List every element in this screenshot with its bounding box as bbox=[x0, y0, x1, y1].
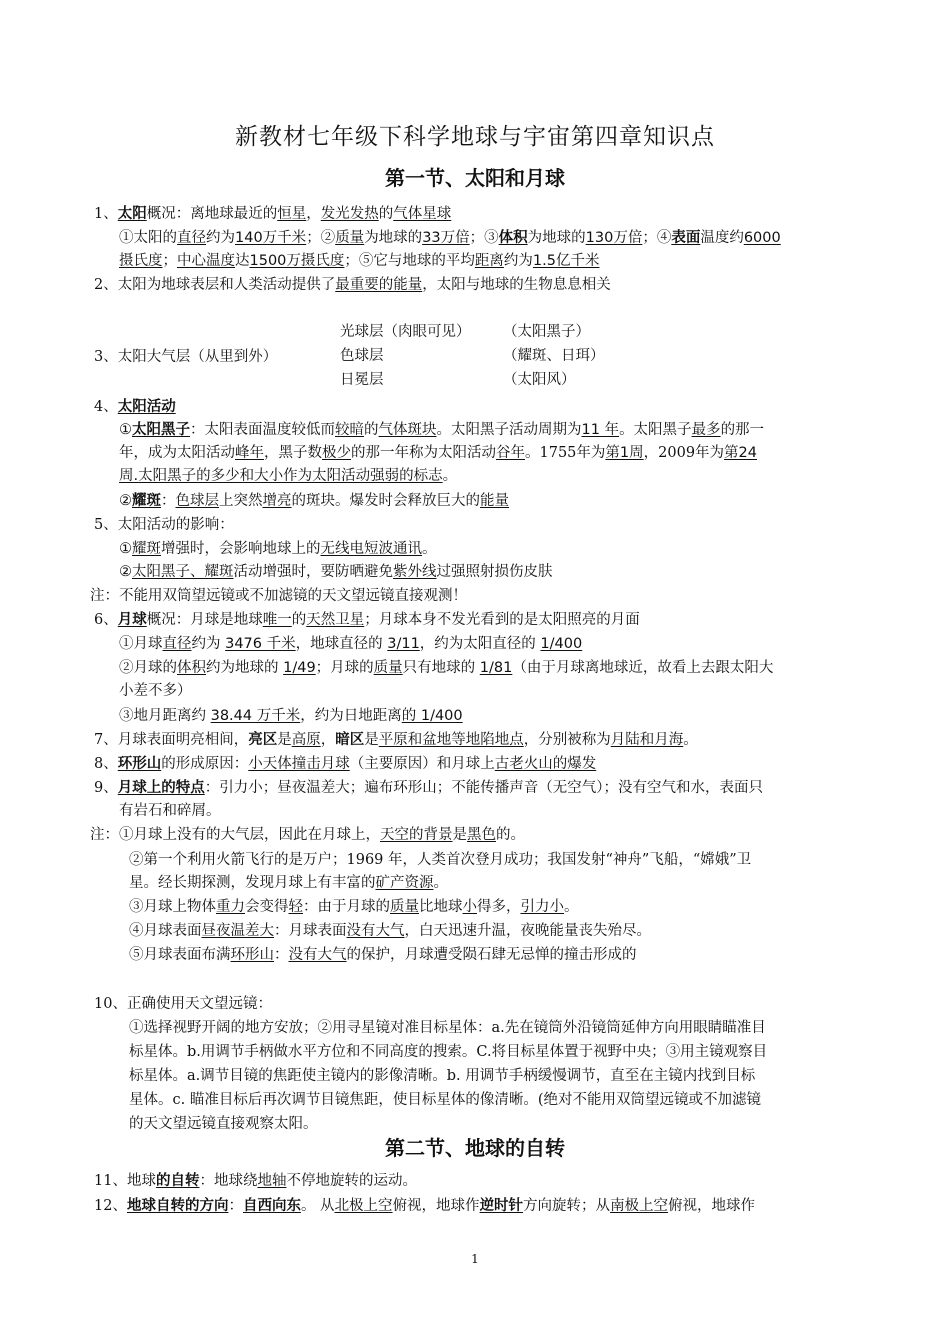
note-moon-sky: 注：①月球上没有的大气层，因此在月球上，天空的背景是黑色的。 bbox=[90, 827, 525, 843]
item-6-distance: ③地月距离约 38.44 万千米，约为日地距离的 1/400 bbox=[119, 708, 463, 724]
item-4: 4、太阳活动 bbox=[94, 399, 176, 415]
item-10: 10、正确使用天文望远镜： bbox=[94, 996, 272, 1012]
item-5-uv: ②太阳黑子、耀斑活动增强时，要防晒避免紫外线过强照射损伤皮肤 bbox=[119, 564, 553, 580]
item-1-details: ①太阳的直径约为140万千米；②质量为地球的33万倍；③体积为地球的130万倍；④表面温度约6000 bbox=[119, 230, 781, 246]
document-title: 新教材七年级下科学地球与宇宙第四章知识点 bbox=[235, 124, 715, 150]
item-10-line-2: 标星体。b.用调节手柄做水平方位和不同高度的搜索。C.将目标星体置于视野中央；③用主镜观察目 bbox=[129, 1044, 768, 1060]
item-6: 6、月球概况：月球是地球唯一的天然卫星；月球本身不发光看到的是太阳照亮的月面 bbox=[94, 612, 640, 628]
item-12: 12、地球自转的方向：自西向东。 从北极上空俯视，地球作逆时针方向旋转；从南极上空俯视，地球作 bbox=[94, 1198, 756, 1214]
item-4-sunspot-cont: 年，成为太阳活动峰年，黑子数极少的那一年称为太阳活动谷年。1755年为第1周，2009年为第24 bbox=[119, 445, 757, 461]
item-6-diameter: ①月球直径约为 3476 千米，地球直径的 3/11，约为太阳直径的 1/400 bbox=[119, 636, 583, 652]
item-4-flare: ②耀斑：色球层上突然增亮的斑块。爆发时会释放巨大的能量 bbox=[119, 493, 509, 509]
note-gravity: ③月球上物体重力会变得轻：由于月球的质量比地球小得多，引力小。 bbox=[129, 899, 579, 915]
note-temperature: ④月球表面昼夜温差大：月球表面没有大气，白天迅速升温，夜晚能量丧失殆尽。 bbox=[129, 923, 651, 939]
item-6-volume: ②月球的体积约为地球的 1/49；月球的质量只有地球的 1/81（由于月球离地球近，故看上去跟太阳大 bbox=[119, 660, 774, 676]
item-7: 7、月球表面明亮相间，亮区是高原，暗区是平原和盆地等地陷地点，分别被称为月陆和月海。 bbox=[94, 732, 698, 748]
item-10-line-1: ①选择视野开阔的地方安放；②用寻星镜对准目标星体：a.先在镜筒外沿镜筒延伸方向用眼睛瞄准目 bbox=[129, 1020, 766, 1036]
item-5: 5、太阳活动的影响： bbox=[94, 517, 234, 533]
note-history-cont: 星。经长期探测，发现月球上有丰富的矿产资源。 bbox=[129, 875, 448, 891]
item-2: 2、太阳为地球表层和人类活动提供了最重要的能量，太阳与地球的生物息息相关 bbox=[94, 277, 611, 293]
item-3-label: 3、太阳大气层（从里到外） bbox=[94, 349, 278, 365]
item-10-line-4: 星体。c. 瞄准目标后再次调节目镜焦距，使目标星体的像清晰。(绝对不能用双筒望远镜或不加滤镜 bbox=[129, 1092, 761, 1108]
activity-flare: （耀斑、日珥） bbox=[503, 348, 605, 364]
note-history: ②第一个利用火箭飞行的是万户；1969 年，人类首次登月成功；我国发射“神舟”飞船，“嫦娥”卫 bbox=[129, 852, 752, 868]
layer-chromosphere: 色球层 bbox=[340, 348, 384, 364]
item-9-cont: 有岩石和碎屑。 bbox=[119, 803, 221, 819]
item-10-line-5: 的天文望远镜直接观察太阳。 bbox=[129, 1116, 318, 1132]
atmosphere-layers bbox=[340, 320, 471, 392]
note-telescope-warning: 注：不能用双筒望远镜或不加滤镜的天文望远镜直接观测！ bbox=[90, 588, 467, 604]
item-8: 8、环形山的形成原因：小天体撞击月球（主要原因）和月球上古老火山的爆发 bbox=[94, 756, 597, 772]
item-6-volume-cont: 小差不多） bbox=[119, 683, 192, 699]
activity-solar-wind: （太阳风） bbox=[503, 372, 576, 388]
section-heading-sun-moon: 第一节、太阳和月球 bbox=[385, 166, 565, 190]
section-heading-earth-rotation: 第二节、地球的自转 bbox=[385, 1136, 565, 1160]
item-11: 11、地球的自转：地球绕地轴不停地旋转的运动。 bbox=[94, 1173, 417, 1189]
atmosphere-activities bbox=[503, 320, 605, 392]
layer-corona: 日冕层 bbox=[340, 372, 384, 388]
layer-photosphere: 光球层（肉眼可见） bbox=[340, 324, 471, 340]
item-10-line-3: 标星体。a.调节目镜的焦距使主镜内的影像清晰。b. 用调节手柄缓慢调节，直至在主镜内找到目标 bbox=[129, 1068, 756, 1084]
activity-sunspot: （太阳黑子） bbox=[503, 324, 590, 340]
item-1: 1、太阳概况：离地球最近的恒星，发光发热的气体星球 bbox=[94, 206, 452, 222]
item-4-sunspot-cont2: 周.太阳黑子的多少和大小作为太阳活动强弱的标志。 bbox=[119, 468, 458, 484]
note-craters: ⑤月球表面布满环形山：没有大气的保护，月球遭受陨石肆无忌惮的撞击形成的 bbox=[129, 947, 637, 963]
item-4-sunspot: ①太阳黑子：太阳表面温度较低而较暗的气体斑块。太阳黑子活动周期为11 年。太阳黑子最多的那一 bbox=[119, 422, 765, 438]
item-5-flare: ①耀斑增强时，会影响地球上的无线电短波通讯。 bbox=[119, 541, 437, 557]
item-1-details-cont: 摄氏度；中心温度达1500万摄氏度；⑤它与地球的平均距离约为1.5亿千米 bbox=[119, 253, 600, 269]
page-number: 1 bbox=[471, 1252, 479, 1266]
item-9: 9、月球上的特点：引力小；昼夜温差大；遍布环形山；不能传播声音（无空气）；没有空气和水，表面只 bbox=[94, 780, 763, 796]
